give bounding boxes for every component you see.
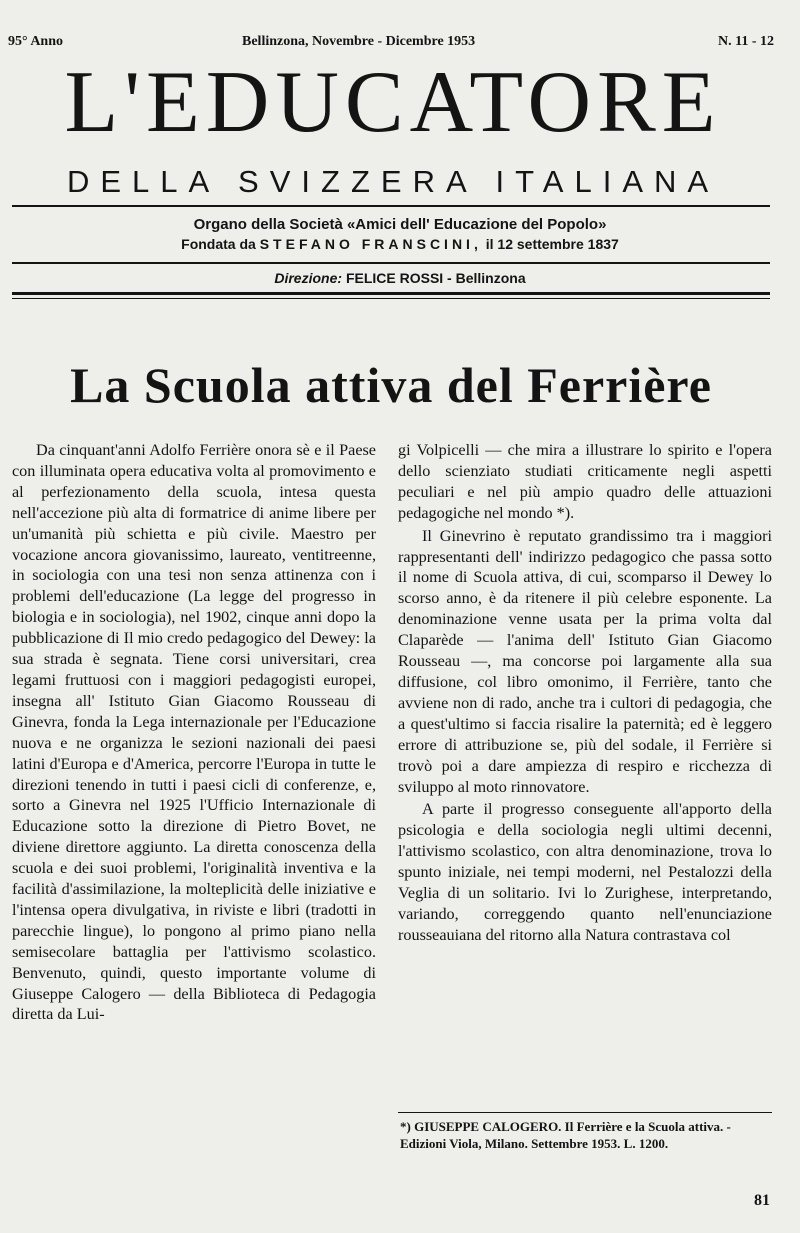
divider	[12, 298, 770, 299]
volume-label: 95° Anno	[8, 34, 64, 49]
page-number: 81	[754, 1192, 770, 1209]
paragraph: Il Ginevrino è reputato grandissimo tra i maggiori rappresentanti dell' indirizzo pedagogico che passa sotto il nome di Scuola attiva, di cui, scomparso il Dewey lo scorso anno, è da ritenere il più celebre esponente. La denominazione venne usata per la prima volta dal Claparède — l'anima dell' Istituto Gian Giacomo Rousseau —, ma concorse poi largamente alla sua diffusione, col libro omonimo, il Ferrière, tanto che avviene non di rado, anche tra i cultori di pedagogia, che a quest'ultimo si faccia risalire la paternità; ed è leggero errore di attribuzione se, più del sodale, il Ferrière si trovò poi a dare ampiezza di respiro e ricchezza di sviluppo al moto rinnovatore.	[398, 526, 772, 796]
direction-label: Direzione:	[274, 270, 343, 286]
left-column	[12, 440, 376, 1025]
place-date: Bellinzona, Novembre - Dicembre 1953	[242, 34, 476, 49]
masthead-title: L'EDUCATORE	[64, 54, 722, 151]
founder-name: STEFANO FRANSCINI,	[259, 236, 482, 252]
founded-prefix: Fondata da	[181, 236, 256, 252]
divider	[12, 262, 770, 264]
paragraph: Da cinquant'anni Adolfo Ferrière onora sè e il Paese con illuminata opera educativa volta al promovimento e al perfezionamento della scuola, intesa questa nell'accezione più alta di formatrice di anime libere per un'umanità più schietta e più civile. Maestro per vocazione ancora giovanissimo, laureato, ventitreenne, in sociologia con una tesi non senza attinenza con i problemi dell'educazione (La legge del progresso in biologia e in sociologia), nel 1902, cinque anni dopo la pubblicazione di Il mio credo pedagogico del Dewey: la sua strada è segnata. Tiene corsi universitari, crea legami fruttuosi con i maggiori pedagogisti europei, insegna all' Istituto Gian Giacomo Rousseau di Ginevra, fonda la Lega internazionale per l'Educazione nuova e ne organizza le sezioni nazionali dei paesi latini d'Europa e d'America, percorre l'Europa in tutte le direzioni tenendo in tutti i paesi cicli di conferenze, e, sorto a Ginevra nel 1925 l'Ufficio Internazionale di Educazione sotto la direzione di Pietro Bovet, ne diviene direttore aggiunto. La diretta conoscenza della scuola e dei suoi problemi, l'originalità inventiva e la facilità d'assimilazione, la molteplicità delle iniziative e l'intensa opera divulgativa, in riviste e libri (tradotti in parecchie lingue), lo pongono al primo piano nella semisecolare battaglia per l'attivismo scolastico. Benvenuto, quindi, questo importante volume di Giuseppe Calogero — della Biblioteca di Pedagogia diretta da Lui-	[12, 441, 376, 1024]
paragraph: gi Volpicelli — che mira a illustrare lo spirito e l'opera dello scienziato studiati criticamente negli aspetti peculiari e nel più ampio quadro delle attuazioni pedagogiche nel mondo *).	[398, 441, 772, 522]
direction-line	[0, 270, 800, 286]
right-column	[398, 440, 772, 946]
paragraph: A parte il progresso conseguente all'apporto della psicologia e della sociologia negli ultimi decenni, l'attivismo scolastico, con altra denominazione, trova lo spunto iniziale, nei tempi moderni, nel Pestalozzi della Veglia di un solitario. Ivi lo Zurighese, interpretando, variando, correggendo quanto nell'enunciazione rousseauiana del ritorno alla Natura contrastava col	[398, 800, 772, 944]
founded-line	[0, 236, 800, 252]
masthead-subtitle: DELLA SVIZZERA ITALIANA	[66, 164, 720, 199]
footnote-divider	[398, 1112, 772, 1113]
divider	[12, 292, 770, 295]
founded-date: il 12 settembre 1837	[485, 236, 619, 252]
header-line	[8, 34, 774, 52]
footnote: *) GIUSEPPE CALOGERO. Il Ferrière e la Scuola attiva. - Edizioni Viola, Milano. Settembre 1953. L. 1200.	[400, 1119, 731, 1151]
divider	[12, 205, 770, 207]
issue-number: N. 11 - 12	[718, 34, 774, 49]
organ-line: Organo della Società «Amici dell' Educazione del Popolo»	[193, 216, 607, 233]
direction-value: FELICE ROSSI - Bellinzona	[345, 270, 526, 286]
article-title: La Scuola attiva del Ferrière	[70, 357, 712, 413]
